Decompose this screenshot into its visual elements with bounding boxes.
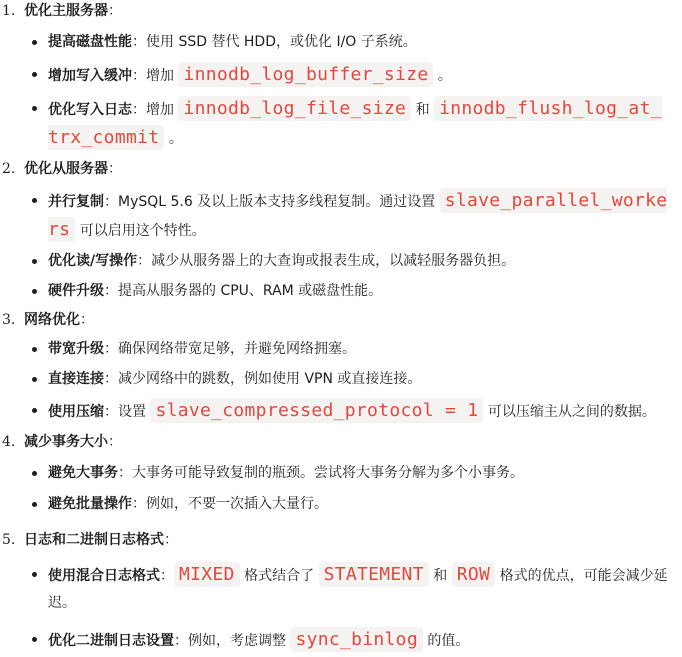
item-text: 增加 (146, 102, 179, 118)
section-heading (0, 431, 682, 453)
item-text: 减少网络中的跳数，例如使用 VPN 或直接连接。 (118, 371, 422, 387)
item-label: 并行复制 (48, 194, 104, 210)
item-label: 优化写入日志 (48, 102, 132, 118)
list-item (0, 561, 682, 617)
section-4 (0, 431, 682, 518)
item-colon: ： (132, 496, 146, 512)
section-2 (0, 158, 682, 305)
item-colon: ： (104, 283, 118, 299)
item-colon: ： (132, 68, 146, 84)
item-label: 优化二进制日志设置 (48, 633, 174, 649)
bullet-icon (32, 471, 37, 476)
list-item (0, 278, 682, 305)
list-item (0, 248, 682, 275)
inline-code: slave_parallel_workers (48, 190, 668, 240)
section-colon: ： (108, 434, 122, 450)
item-colon: ： (137, 253, 152, 269)
section-title: 日志和二进制日志格式 (24, 532, 164, 548)
inline-code: ROW (452, 562, 495, 587)
item-label: 硬件升级 (48, 283, 104, 299)
item-text: 和 (411, 102, 435, 118)
section-number: 2. (2, 161, 16, 177)
item-list (0, 187, 682, 305)
item-list (0, 29, 682, 153)
section-number: 5. (2, 532, 16, 548)
list-item (0, 397, 682, 426)
bullet-icon (32, 572, 37, 577)
item-colon: ： (104, 371, 118, 387)
bullet-icon (32, 72, 37, 77)
item-text: 。 (164, 131, 183, 147)
item-text: 减少从服务器上的大查询或报表生成，以减轻服务器负担。 (151, 253, 516, 269)
item-colon: ： (104, 194, 118, 210)
bullet-icon (32, 347, 37, 352)
item-list (0, 336, 682, 426)
item-text: 大事务可能导致复制的瓶颈。尝试将大事务分解为多个小事务。 (132, 465, 524, 481)
item-text: 例如，不要一次插入大量行。 (146, 496, 328, 512)
item-label: 避免大事务 (48, 465, 118, 481)
list-item (0, 626, 682, 655)
bullet-icon (32, 502, 37, 507)
item-label: 使用混合日志格式 (48, 568, 160, 584)
section-number: 4. (2, 434, 16, 450)
bullet-icon (32, 408, 37, 413)
inline-code: innodb_log_buffer_size (178, 62, 433, 87)
section-colon: ： (108, 161, 122, 177)
item-label: 直接连接 (48, 371, 104, 387)
item-text: 可以压缩主从之间的数据。 (483, 404, 656, 420)
item-label: 增加写入缓冲 (48, 68, 132, 84)
item-text: MySQL 5.6 及以上版本支持多线程复制。通过设置 (118, 194, 440, 210)
item-label: 带宽升级 (48, 341, 104, 357)
item-label: 避免批量操作 (48, 496, 132, 512)
section-number: 3. (2, 312, 16, 328)
list-item (0, 29, 682, 56)
item-colon: ： (104, 404, 118, 420)
item-text: 和 (428, 568, 452, 584)
section-heading (0, 309, 682, 331)
section-heading (0, 0, 682, 22)
item-text: 格式结合了 (239, 568, 319, 584)
item-label: 提高磁盘性能 (48, 34, 132, 50)
inline-code: MIXED (174, 562, 240, 587)
section-number: 1. (2, 3, 16, 19)
section-heading (0, 529, 682, 551)
section-title: 减少事务大小 (24, 434, 108, 450)
section-3 (0, 309, 682, 426)
item-colon: ： (118, 465, 132, 481)
section-colon: ： (108, 3, 122, 19)
item-colon: ： (132, 102, 146, 118)
inline-code: slave_compressed_protocol = 1 (150, 398, 483, 423)
item-text: 使用 SSD 替代 HDD，或优化 I/O 子系统。 (146, 34, 417, 50)
bullet-icon (32, 40, 37, 45)
bullet-icon (32, 377, 37, 382)
list-item (0, 336, 682, 363)
item-text: 格式的优点，可能会减少延迟。 (48, 568, 668, 611)
item-text: 增加 (146, 68, 179, 84)
item-colon: ： (104, 341, 118, 357)
inline-code: innodb_log_file_size (178, 96, 411, 121)
inline-code: STATEMENT (319, 562, 429, 587)
item-text: 可以启用这个特性。 (75, 223, 206, 239)
item-list (0, 460, 682, 518)
section-title: 优化主服务器 (24, 3, 108, 19)
bullet-icon (32, 198, 37, 203)
item-text: 例如，考虑调整 (188, 633, 291, 649)
item-colon: ： (160, 568, 174, 584)
bullet-icon (32, 637, 37, 642)
bullet-icon (32, 289, 37, 294)
item-colon: ： (174, 633, 188, 649)
item-text: 。 (433, 68, 452, 84)
section-1 (0, 0, 682, 153)
section-heading (0, 158, 682, 180)
item-colon: ： (132, 34, 146, 50)
list-item (0, 61, 682, 90)
item-text: 的值。 (422, 633, 470, 649)
section-colon: ： (164, 532, 178, 548)
item-list (0, 561, 682, 655)
section-title: 网络优化 (24, 312, 80, 328)
inline-code: innodb_flush_log_at_trx_commit (48, 98, 662, 148)
item-text: 提高从服务器的 CPU、RAM 或磁盘性能。 (118, 283, 383, 299)
bullet-icon (32, 106, 37, 111)
item-text: 设置 (118, 404, 151, 420)
list-item (0, 460, 682, 487)
bullet-icon (32, 259, 37, 264)
item-label: 使用压缩 (48, 404, 104, 420)
inline-code: sync_binlog (290, 627, 423, 652)
item-text: 确保网络带宽足够，并避免网络拥塞。 (118, 341, 356, 357)
list-item (0, 366, 682, 393)
list-item (0, 187, 682, 245)
list-item (0, 95, 682, 153)
section-5 (0, 529, 682, 655)
list-item (0, 491, 682, 518)
item-label: 优化读/写操作 (48, 253, 138, 269)
section-colon: ： (80, 312, 94, 328)
section-title: 优化从服务器 (24, 161, 108, 177)
